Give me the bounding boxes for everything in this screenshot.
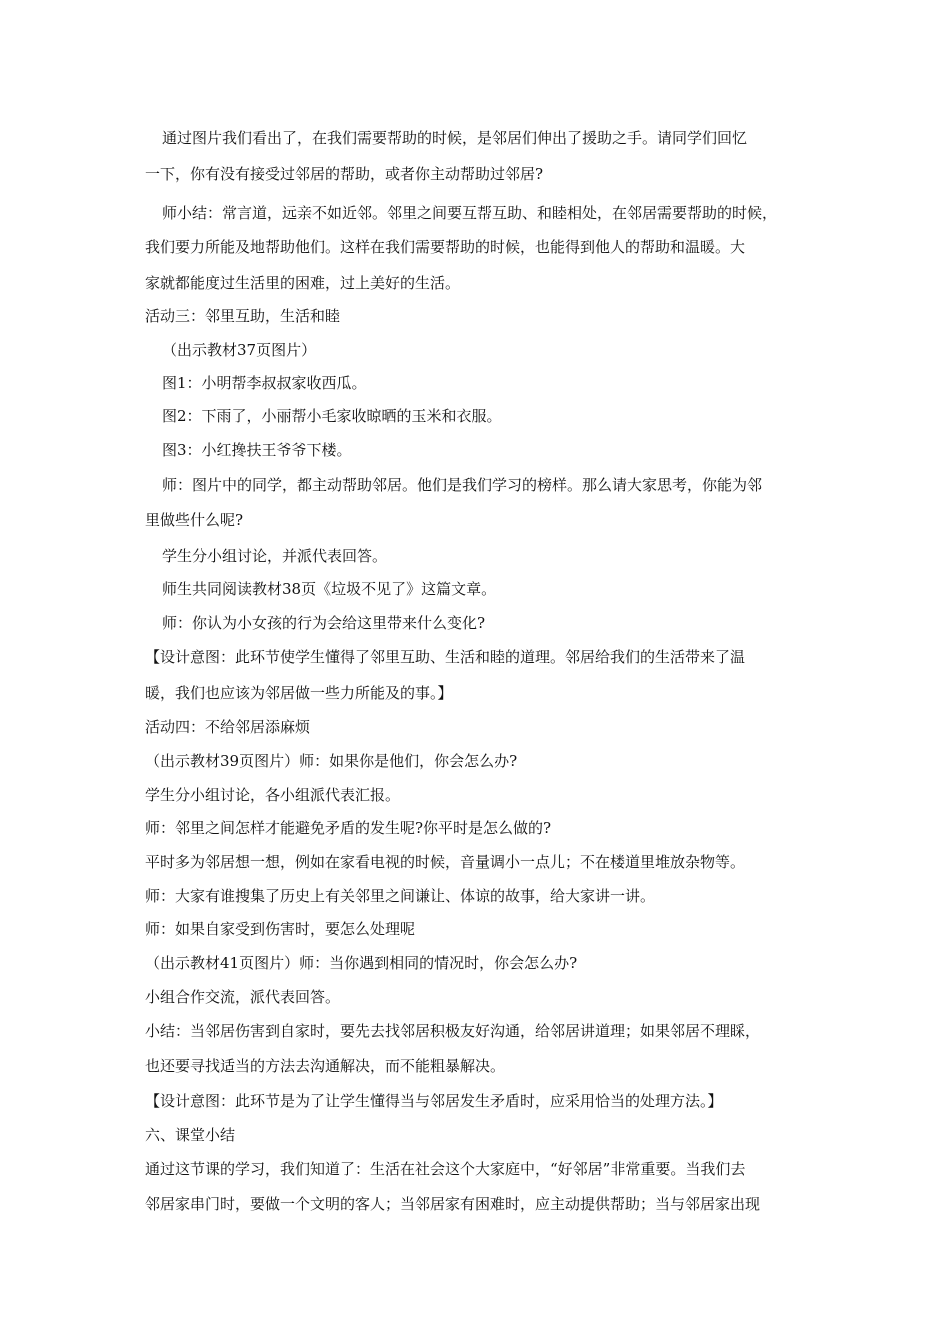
design-intent-note: 【设计意图：此环节使学生懂得了邻里互助、生活和睦的道理。邻居给我们的生活带来了温 [145,648,746,666]
paragraph-line: 通过这节课的学习，我们知道了：生活在社会这个大家庭中，“好邻居”非常重要。当我们去 [145,1160,746,1178]
paragraph-line: 邻居家串门时，要做一个文明的客人；当邻居家有困难时，应主动提供帮助；当与邻居家出现 [145,1195,761,1213]
paragraph-line: 小结：当邻居伤害到自家时，要先去找邻居积极友好沟通，给邻居讲道理；如果邻居不理睬， [145,1022,761,1040]
paragraph-line: 家就都能度过生活里的困难，过上美好的生活。 [145,274,461,292]
paragraph-line: 图2：下雨了，小丽帮小毛家收晾晒的玉米和衣服。 [162,407,502,425]
paragraph-line: 一下，你有没有接受过邻居的帮助，或者你主动帮助过邻居? [145,165,544,183]
section-heading: 活动四：不给邻居添麻烦 [145,718,311,736]
paragraph-line: 我们要力所能及地帮助他们。这样在我们需要帮助的时候，也能得到他人的帮助和温暖。大 [145,238,746,256]
paragraph-line: 平时多为邻居想一想，例如在家看电视的时候，音量调小一点儿；不在楼道里堆放杂物等。 [145,853,746,871]
paragraph-line: 通过图片我们看出了，在我们需要帮助的时候，是邻居们伸出了援助之手。请同学们回忆 [162,129,748,147]
design-intent-note: 暖，我们也应该为邻居做一些力所能及的事。】 [145,684,453,702]
paragraph-line: 里做些什么呢? [145,511,244,529]
paragraph-line: 师：大家有谁搜集了历史上有关邻里之间谦让、体谅的故事，给大家讲一讲。 [145,887,656,905]
paragraph-line: 师：图片中的同学，都主动帮助邻居。他们是我们学习的榜样。那么请大家思考，你能为邻 [162,476,763,494]
paragraph-line: 小组合作交流，派代表回答。 [145,988,341,1006]
paragraph-line: （出示教材37页图片） [162,341,317,359]
paragraph-line: 师：如果自家受到伤害时，要怎么处理呢 [145,920,416,938]
paragraph-line: 师生共同阅读教材38页《垃圾不见了》这篇文章。 [162,580,497,598]
paragraph-line: （出示教材39页图片）师：如果你是他们，你会怎么办? [145,752,518,770]
paragraph-line: 师：邻里之间怎样才能避免矛盾的发生呢?你平时是怎么做的? [145,819,552,837]
design-intent-note: 【设计意图：此环节是为了让学生懂得当与邻居发生矛盾时，应采用恰当的处理方法。】 [145,1092,723,1110]
paragraph-line: （出示教材41页图片）师：当你遇到相同的情况时，你会怎么办? [145,954,578,972]
paragraph-line: 师小结：常言道，远亲不如近邻。邻里之间要互帮互助、和睦相处，在邻居需要帮助的时候， [162,204,778,222]
section-heading: 活动三：邻里互助，生活和睦 [145,307,341,325]
paragraph-line: 图3：小红搀扶王爷爷下楼。 [162,441,352,459]
section-heading: 六、课堂小结 [145,1126,236,1144]
paragraph-line: 学生分小组讨论，各小组派代表汇报。 [145,786,401,804]
paragraph-line: 学生分小组讨论，并派代表回答。 [162,547,388,565]
paragraph-line: 师：你认为小女孩的行为会给这里带来什么变化? [162,614,486,632]
paragraph-line: 也还要寻找适当的方法去沟通解决，而不能粗暴解决。 [145,1057,506,1075]
paragraph-line: 图1：小明帮李叔叔家收西瓜。 [162,374,367,392]
